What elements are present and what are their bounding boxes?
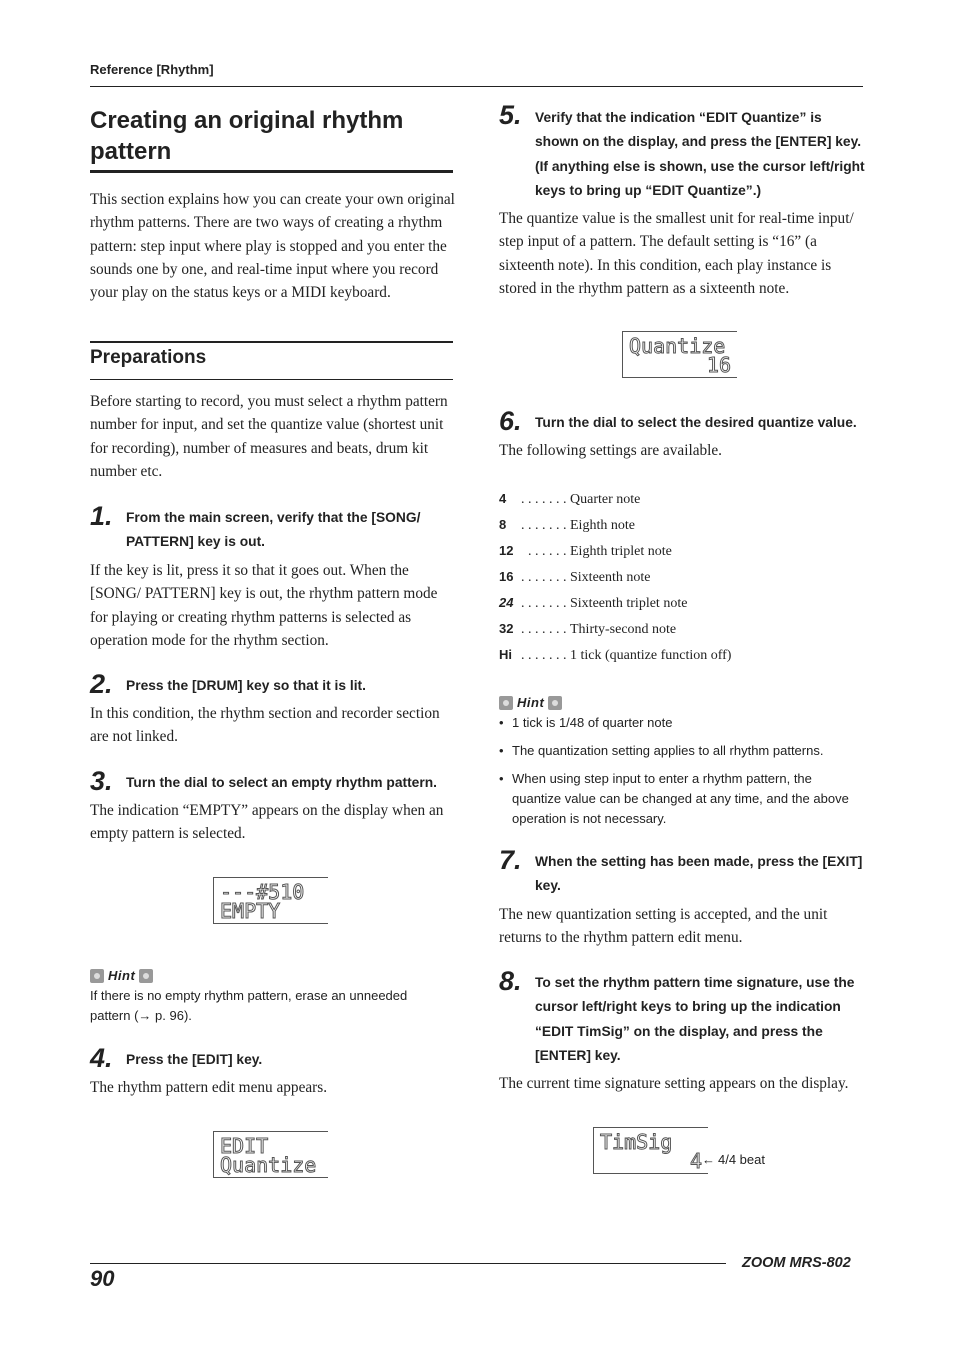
title-underline — [90, 170, 453, 173]
hint-1-word: Hint — [108, 968, 136, 983]
quantize-description: 1 tick (quantize function off) — [570, 648, 732, 663]
lcd-edit-line2: Quantize — [220, 1153, 317, 1177]
preparations-rule-bottom — [90, 379, 453, 380]
lcd-quantize-line1: Quantize — [629, 334, 726, 358]
hint-bullet-text: The quantization setting applies to all rhythm patterns. — [512, 743, 824, 758]
step-4-body: The rhythm pattern edit menu appears. — [90, 1079, 328, 1096]
step-3-title: Turn the dial to select an empty rhythm pattern. — [126, 775, 437, 790]
step-1-title: From the main screen, verify that the [SONG/ PATTERN] key is out. — [126, 510, 421, 550]
hint-left-icon — [90, 969, 104, 983]
lcd-display-empty — [213, 877, 328, 924]
quantize-value: 12 — [499, 543, 514, 558]
leader-dots: . . . . . . . — [521, 622, 567, 637]
leader-dots: . . . . . . . — [521, 596, 567, 611]
lcd-empty-line2: EMPTY — [220, 899, 281, 923]
leader-dots: . . . . . . . — [521, 492, 567, 507]
footer-product-name: ZOOM MRS-802 — [742, 1255, 851, 1271]
list-item — [499, 564, 859, 590]
quantize-description: Eighth triplet note — [570, 544, 672, 559]
lcd-timsig-line2: 4 — [689, 1149, 702, 1173]
preparations-paragraph: Before starting to record, you must select a rhythm pattern number for input, and set the quantize value (shortest unit for recording), number of measures and beats, drum kit number etc. — [90, 393, 448, 480]
quantize-value: 24 — [499, 595, 514, 610]
hint-bullet: • The quantization setting applies to all rhythm patterns. — [499, 741, 861, 761]
quantize-description: Thirty-second note — [570, 622, 677, 637]
quantize-value: 8 — [499, 517, 507, 532]
timsig-annotation — [702, 1152, 765, 1167]
quantize-description: Quarter note — [570, 492, 641, 507]
lcd-empty-line1: ---#510 — [220, 880, 305, 904]
hint-right-icon — [139, 969, 153, 983]
leader-dots: . . . . . . . — [521, 570, 567, 585]
step-7-number: 7. — [499, 845, 522, 875]
hint-1-label — [90, 968, 153, 983]
step-2-body: In this condition, the rhythm section and recorder section are not linked. — [90, 705, 440, 746]
step-5-title: Verify that the indication “EDIT Quantize” is shown on the display, and press the [ENTER] key. (If anything else is shown, use the cursor left/right keys to bring up “EDIT Quantize”.) — [535, 110, 865, 198]
step-1-number: 1. — [90, 501, 113, 531]
hint-2-label — [499, 695, 562, 710]
step-4-number: 4. — [90, 1043, 113, 1073]
timsig-annotation-text: 4/4 beat — [718, 1152, 765, 1167]
list-item — [499, 538, 859, 564]
leader-dots: . . . . . . . — [521, 648, 567, 663]
hint-bullet: • 1 tick is 1/48 of quarter note — [499, 713, 861, 733]
step-2-title: Press the [DRUM] key so that it is lit. — [126, 678, 366, 693]
step-6-number: 6. — [499, 406, 522, 436]
leader-dots: . . . . . . . — [521, 518, 567, 533]
quantize-description: Sixteenth triplet note — [570, 596, 688, 611]
lcd-display-timsig — [593, 1127, 708, 1174]
list-item — [499, 590, 859, 616]
preparations-heading: Preparations — [90, 347, 207, 368]
lcd-display-edit-quantize — [213, 1131, 328, 1178]
step-7-body: The new quantization setting is accepted, and the unit returns to the rhythm pattern edit menu. — [499, 906, 828, 947]
quantize-description: Eighth note — [570, 518, 635, 533]
step-6-title: Turn the dial to select the desired quantize value. — [535, 415, 857, 430]
quantize-settings-list — [499, 486, 859, 668]
page-title: Creating an original rhythm pattern — [90, 107, 404, 165]
step-2-number: 2. — [90, 669, 113, 699]
lcd-timsig-line1: TimSig — [600, 1130, 673, 1154]
preparations-rule-top — [90, 341, 453, 343]
quantize-value: 32 — [499, 621, 514, 636]
hint-bullet-text: 1 tick is 1/48 of quarter note — [512, 715, 673, 730]
list-item — [499, 486, 859, 512]
step-8-title: To set the rhythm pattern time signature, use the cursor left/right keys to bring up the indication “EDIT TimSig” on the display, and press the [ENTER] key. — [535, 975, 855, 1063]
hint-2-bullets — [499, 713, 861, 829]
hint-1-text: If there is no empty rhythm pattern, erase an unneeded pattern (→ p. 96). — [90, 988, 408, 1023]
step-1-body: If the key is lit, press it so that it goes out. When the [SONG/ PATTERN] key is out, the rhythm pattern mode for playing or creating rhythm patterns is selected as operation mode for the rhythm section. — [90, 562, 438, 649]
hint-bullet-text: When using step input to enter a rhythm pattern, the quantize value can be changed at any time, and the above operation is not necessary. — [512, 771, 849, 826]
step-5-number: 5. — [499, 100, 522, 130]
lcd-display-quantize — [622, 331, 737, 378]
list-item — [499, 642, 859, 668]
step-7-title: When the setting has been made, press the [EXIT] key. — [535, 854, 863, 894]
step-8-body: The current time signature setting appears on the display. — [499, 1075, 849, 1092]
quantize-value: 4 — [499, 491, 507, 506]
step-4-title: Press the [EDIT] key. — [126, 1052, 263, 1067]
step-3-body: The indication “EMPTY” appears on the display when an empty pattern is selected. — [90, 802, 444, 843]
hint-2-word: Hint — [517, 695, 545, 710]
leader-dots: . . . . . . — [528, 544, 567, 559]
step-6-body: The following settings are available. — [499, 442, 723, 459]
lcd-edit-line1: EDIT — [220, 1134, 269, 1158]
hint-right-icon — [548, 696, 562, 710]
quantize-value: 16 — [499, 569, 514, 584]
arrow-left-icon: ← — [702, 1152, 715, 1167]
intro-paragraph: This section explains how you can create your own original rhythm patterns. There are two ways of creating a rhythm pattern: step input where play is stopped and you enter the sounds one by one, and real-time input where you record your play on the status keys or a MIDI keyboard. — [90, 191, 455, 302]
quantize-description: Sixteenth note — [570, 570, 651, 585]
header-rule — [90, 86, 863, 87]
list-item — [499, 616, 859, 642]
step-5-body: The quantize value is the smallest unit for real-time input/ step input of a pattern. The default setting is “16” (a sixteenth note). In this condition, each play instance is stored in the rhythm pattern as a sixteenth note. — [499, 210, 854, 297]
lcd-quantize-line2: 16 — [706, 353, 731, 377]
section-header-label: Reference [Rhythm] — [90, 62, 214, 77]
step-3-number: 3. — [90, 766, 113, 796]
hint-bullet: • When using step input to enter a rhythm pattern, the quantize value can be changed at any time, and the above operation is not necessary. — [499, 769, 861, 829]
list-item — [499, 512, 859, 538]
page-number: 90 — [90, 1266, 115, 1291]
quantize-value: Hi — [499, 647, 512, 662]
step-8-number: 8. — [499, 966, 522, 996]
hint-left-icon — [499, 696, 513, 710]
footer-rule — [90, 1263, 726, 1264]
